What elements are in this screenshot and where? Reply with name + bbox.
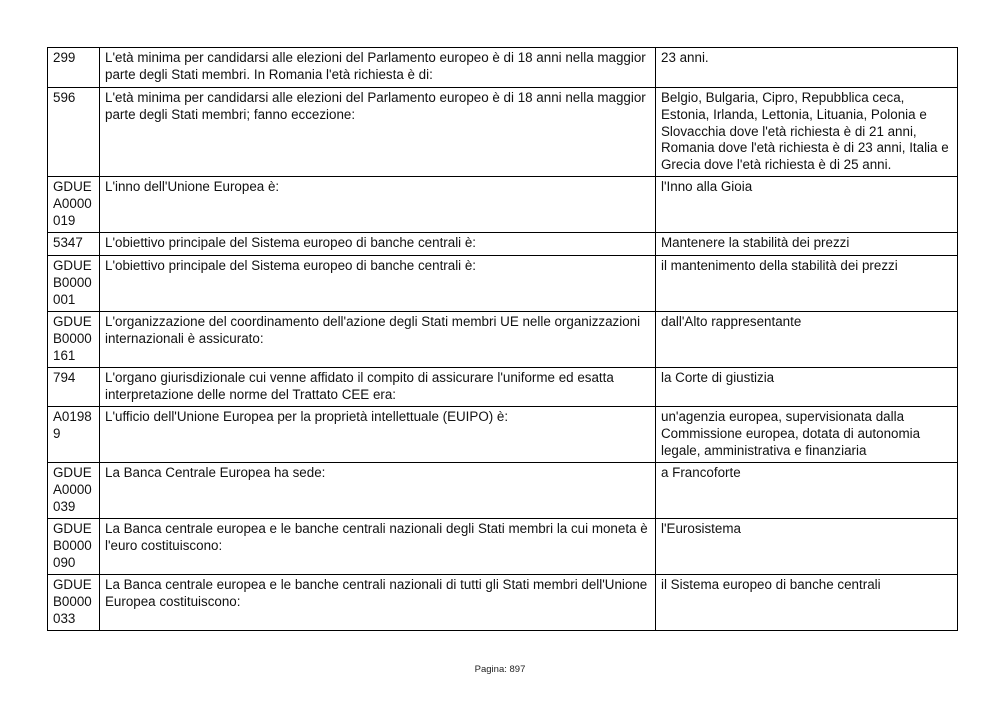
table-row xyxy=(48,407,958,463)
answer-text: Mantenere la stabilità dei prezzi xyxy=(656,233,958,256)
answer-text: 23 anni. xyxy=(656,48,958,88)
question-id: GDUE A0000 039 xyxy=(48,463,100,519)
question-text: L'inno dell'Unione Europea è: xyxy=(100,177,656,233)
question-text: La Banca centrale europea e le banche centrali nazionali degli Stati membri la cui moneta è l'euro costituiscono: xyxy=(100,519,656,575)
table-row xyxy=(48,233,958,256)
question-text: L'organizzazione del coordinamento dell'azione degli Stati membri UE nelle organizzazioni internazionali è assicurato: xyxy=(100,312,656,368)
question-id: GDUE B0000 033 xyxy=(48,575,100,631)
question-text: L'obiettivo principale del Sistema europeo di banche centrali è: xyxy=(100,233,656,256)
question-id: GDUE B0000 161 xyxy=(48,312,100,368)
answer-text: il mantenimento della stabilità dei prezzi xyxy=(656,256,958,312)
question-id: GDUE B0000 001 xyxy=(48,256,100,312)
table-row xyxy=(48,463,958,519)
question-id: 596 xyxy=(48,88,100,177)
question-text: L'obiettivo principale del Sistema europeo di banche centrali è: xyxy=(100,256,656,312)
question-id: 299 xyxy=(48,48,100,88)
table-row xyxy=(48,312,958,368)
question-id: A0198 9 xyxy=(48,407,100,463)
table-row xyxy=(48,256,958,312)
question-id: 794 xyxy=(48,368,100,407)
answer-text: l'Inno alla Gioia xyxy=(656,177,958,233)
qa-table xyxy=(47,47,958,631)
question-id: GDUE B0000 090 xyxy=(48,519,100,575)
answer-text: il Sistema europeo di banche centrali xyxy=(656,575,958,631)
table-row xyxy=(48,177,958,233)
table-row xyxy=(48,519,958,575)
question-text: L'ufficio dell'Unione Europea per la proprietà intellettuale (EUIPO) è: xyxy=(100,407,656,463)
table-row xyxy=(48,368,958,407)
table-row xyxy=(48,575,958,631)
answer-text: un'agenzia europea, supervisionata dalla Commissione europea, dotata di autonomia legale, amministrativa e finanziaria xyxy=(656,407,958,463)
answer-text: la Corte di giustizia xyxy=(656,368,958,407)
question-text: L'età minima per candidarsi alle elezioni del Parlamento europeo è di 18 anni nella maggior parte degli Stati membri. In Romania l'età richiesta è di: xyxy=(100,48,656,88)
question-text: L'organo giurisdizionale cui venne affidato il compito di assicurare l'uniforme ed esatta interpretazione delle norme del Trattato CEE era: xyxy=(100,368,656,407)
table-row xyxy=(48,48,958,88)
answer-text: a Francoforte xyxy=(656,463,958,519)
answer-text: Belgio, Bulgaria, Cipro, Repubblica ceca, Estonia, Irlanda, Lettonia, Lituania, Polonia e Slovacchia dove l'età richiesta è di 21 anni, Romania dove l'età richiesta è di 23 anni, Italia e Grecia dove l'età richiesta è di 25 anni. xyxy=(656,88,958,177)
question-id: GDUE A0000 019 xyxy=(48,177,100,233)
answer-text: l'Eurosistema xyxy=(656,519,958,575)
question-id: 5347 xyxy=(48,233,100,256)
question-text: L'età minima per candidarsi alle elezioni del Parlamento europeo è di 18 anni nella maggior parte degli Stati membri; fanno eccezione: xyxy=(100,88,656,177)
question-text: La Banca Centrale Europea ha sede: xyxy=(100,463,656,519)
answer-text: dall'Alto rappresentante xyxy=(656,312,958,368)
table-row xyxy=(48,88,958,177)
page-number: Pagina: 897 xyxy=(474,664,526,675)
question-text: La Banca centrale europea e le banche centrali nazionali di tutti gli Stati membri dell'Unione Europea costituiscono: xyxy=(100,575,656,631)
